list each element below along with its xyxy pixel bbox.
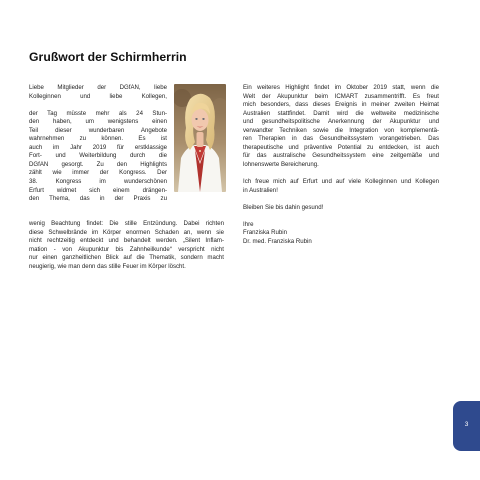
left-column-intro [29, 84, 167, 204]
text-line: nur einen ganzheitlichen Blick auf die Thematik, sondern macht [29, 254, 224, 262]
text-line: mation - von Akupunktur bis Zahnheilkunde“ verspricht nicht [29, 245, 224, 253]
text-line: und gesundheitspolitische Anerkennung der Akupunktur und [243, 118, 439, 126]
text-line: 38. Kongress im wunderschönen [29, 178, 167, 186]
text-line: therapeutische und präventive Potential zu entdecken, ist auch [243, 143, 439, 151]
text-line: ren Therapien in das Gesundheitssystem vorangetrieben. Das [243, 135, 439, 143]
text-line: DGfAN gesorgt. Zu den Highlights [29, 160, 167, 168]
text-line: nicht rechtzeitig entdeckt und behandelt werden. „Silent Inflam- [29, 237, 224, 245]
text-line: Liebe Mitglieder der DGfAN, liebe [29, 84, 167, 91]
closing-line: Bleiben Sie bis dahin gesund! [243, 203, 324, 211]
text-line: Erfurt widmet sich einem drängen- [29, 186, 167, 194]
signature-name: Franziska Rubin [243, 229, 288, 237]
signature-title: Dr. med. Franziska Rubin [243, 237, 312, 245]
text-line: Ein weiteres Highlight findet im Oktober 2019 statt, wenn die [243, 84, 439, 91]
text-line: Kolleginnen und liebe Kollegen, [29, 92, 167, 100]
left-column-continued [29, 220, 224, 271]
text-line: verwandter Techniken sowie die Integration von komplementä- [243, 126, 439, 134]
text-line: Fort- und Weiterbildung durch die [29, 152, 167, 160]
text-line: für das australische Gesundheitssystem eine zeitgemäße und [243, 152, 439, 160]
text-line: der Tag müsste mehr als 24 Stun- [29, 109, 167, 117]
text-line: Welt der Akupunktur beim ICMART zusammentrifft. Es freut [243, 92, 439, 100]
portrait-image [174, 84, 226, 192]
text-line: diese Schwelbrände im Körper enormen Schaden an, wenn sie [29, 228, 224, 236]
text-line: auch im Jahr 2019 für erstklassige [29, 143, 167, 151]
signature-greeting: Ihre [243, 220, 254, 228]
text-line: neugierig, wie man denn das stille Feuer im Körper löscht. [29, 262, 186, 270]
text-line: zählt wie immer der Kongress. Der [29, 169, 167, 177]
page-number-tab [453, 401, 480, 451]
text-line: mich besonders, dass dieses Ereignis in meiner zweiten Heimat [243, 101, 439, 109]
text-line: Australien stattfindet. Damit wird die weltweite medizinische [243, 109, 439, 117]
right-column [243, 84, 439, 246]
text-line: lohnenswerte Bereicherung. [243, 160, 319, 168]
page-title: Grußwort der Schirmherrin [29, 50, 187, 64]
text-line: in Australien! [243, 186, 278, 194]
page-number: 3 [464, 421, 469, 428]
portrait-photo [174, 84, 226, 192]
text-line: wahrnehmen zu können. Es ist [29, 135, 167, 143]
text-line: den Thema, das in der Praxis zu [29, 195, 167, 203]
text-line: Ich freue mich auf Erfurt und auf viele Kolleginnen und Kollegen [243, 178, 439, 186]
text-line: Teil dieser wunderbaren Angebote [29, 126, 167, 134]
text-line: den haben, um wenigstens einen [29, 118, 167, 126]
text-line: wenig Beachtung findet: Die stille Entzündung. Dabei richten [29, 220, 224, 227]
